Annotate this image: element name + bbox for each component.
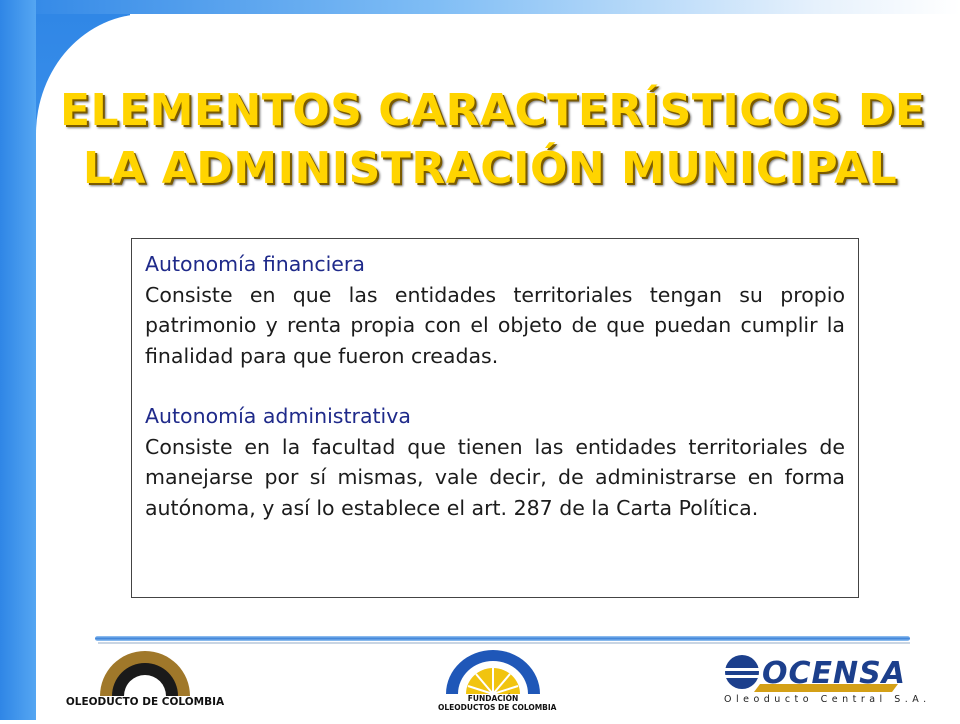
fundacion-sun-icon [438,648,548,698]
logo-oleoducto-de-colombia [60,648,230,720]
logo-ocensa-brand: OCENSA [762,656,906,691]
logo-oleoducto-caption: OLEODUCTO DE COLOMBIA [65,696,225,708]
footer-divider-shadow [98,642,910,644]
oleoducto-arch-icon [60,648,230,720]
logo-fundacion-caption [438,694,557,712]
logo-ocensa [720,650,931,714]
frame-left-band [0,0,36,720]
logo-fundacion-line-1: FUNDACIÓN [467,694,519,703]
slide-title-line-1: ELEMENTOS CARACTERÍSTICOS DE [60,85,926,136]
logo-fundacion-line-2: OLEODUCTOS DE COLOMBIA [438,703,557,712]
slide-title-line-2: LA ADMINISTRACIÓN MUNICIPAL [82,143,898,194]
content-box [131,238,859,598]
section-heading-financiera: Autonomía financiera [145,252,365,276]
section-spacer [145,371,845,401]
logo-fundacion [438,648,557,720]
frame-top-band [0,0,960,14]
section-body-administrativa: Consiste en la facultad que tienen las entidades territoriales de manejarse por sí mismas, vale decir, de administrarse en forma autónoma, y así lo establece el art. 287 de la Carta Política. [145,434,845,520]
slide-title [60,82,926,198]
footer-divider [95,636,910,641]
section-body-financiera: Consiste en que las entidades territoriales tengan su propio patrimonio y renta propia con el objeto de que puedan cumplir la finalidad para que fueron creadas. [145,282,845,368]
section-heading-administrativa: Autonomía administrativa [145,404,411,428]
logo-ocensa-subtitle: Oleoducto Central S.A. [724,694,931,705]
